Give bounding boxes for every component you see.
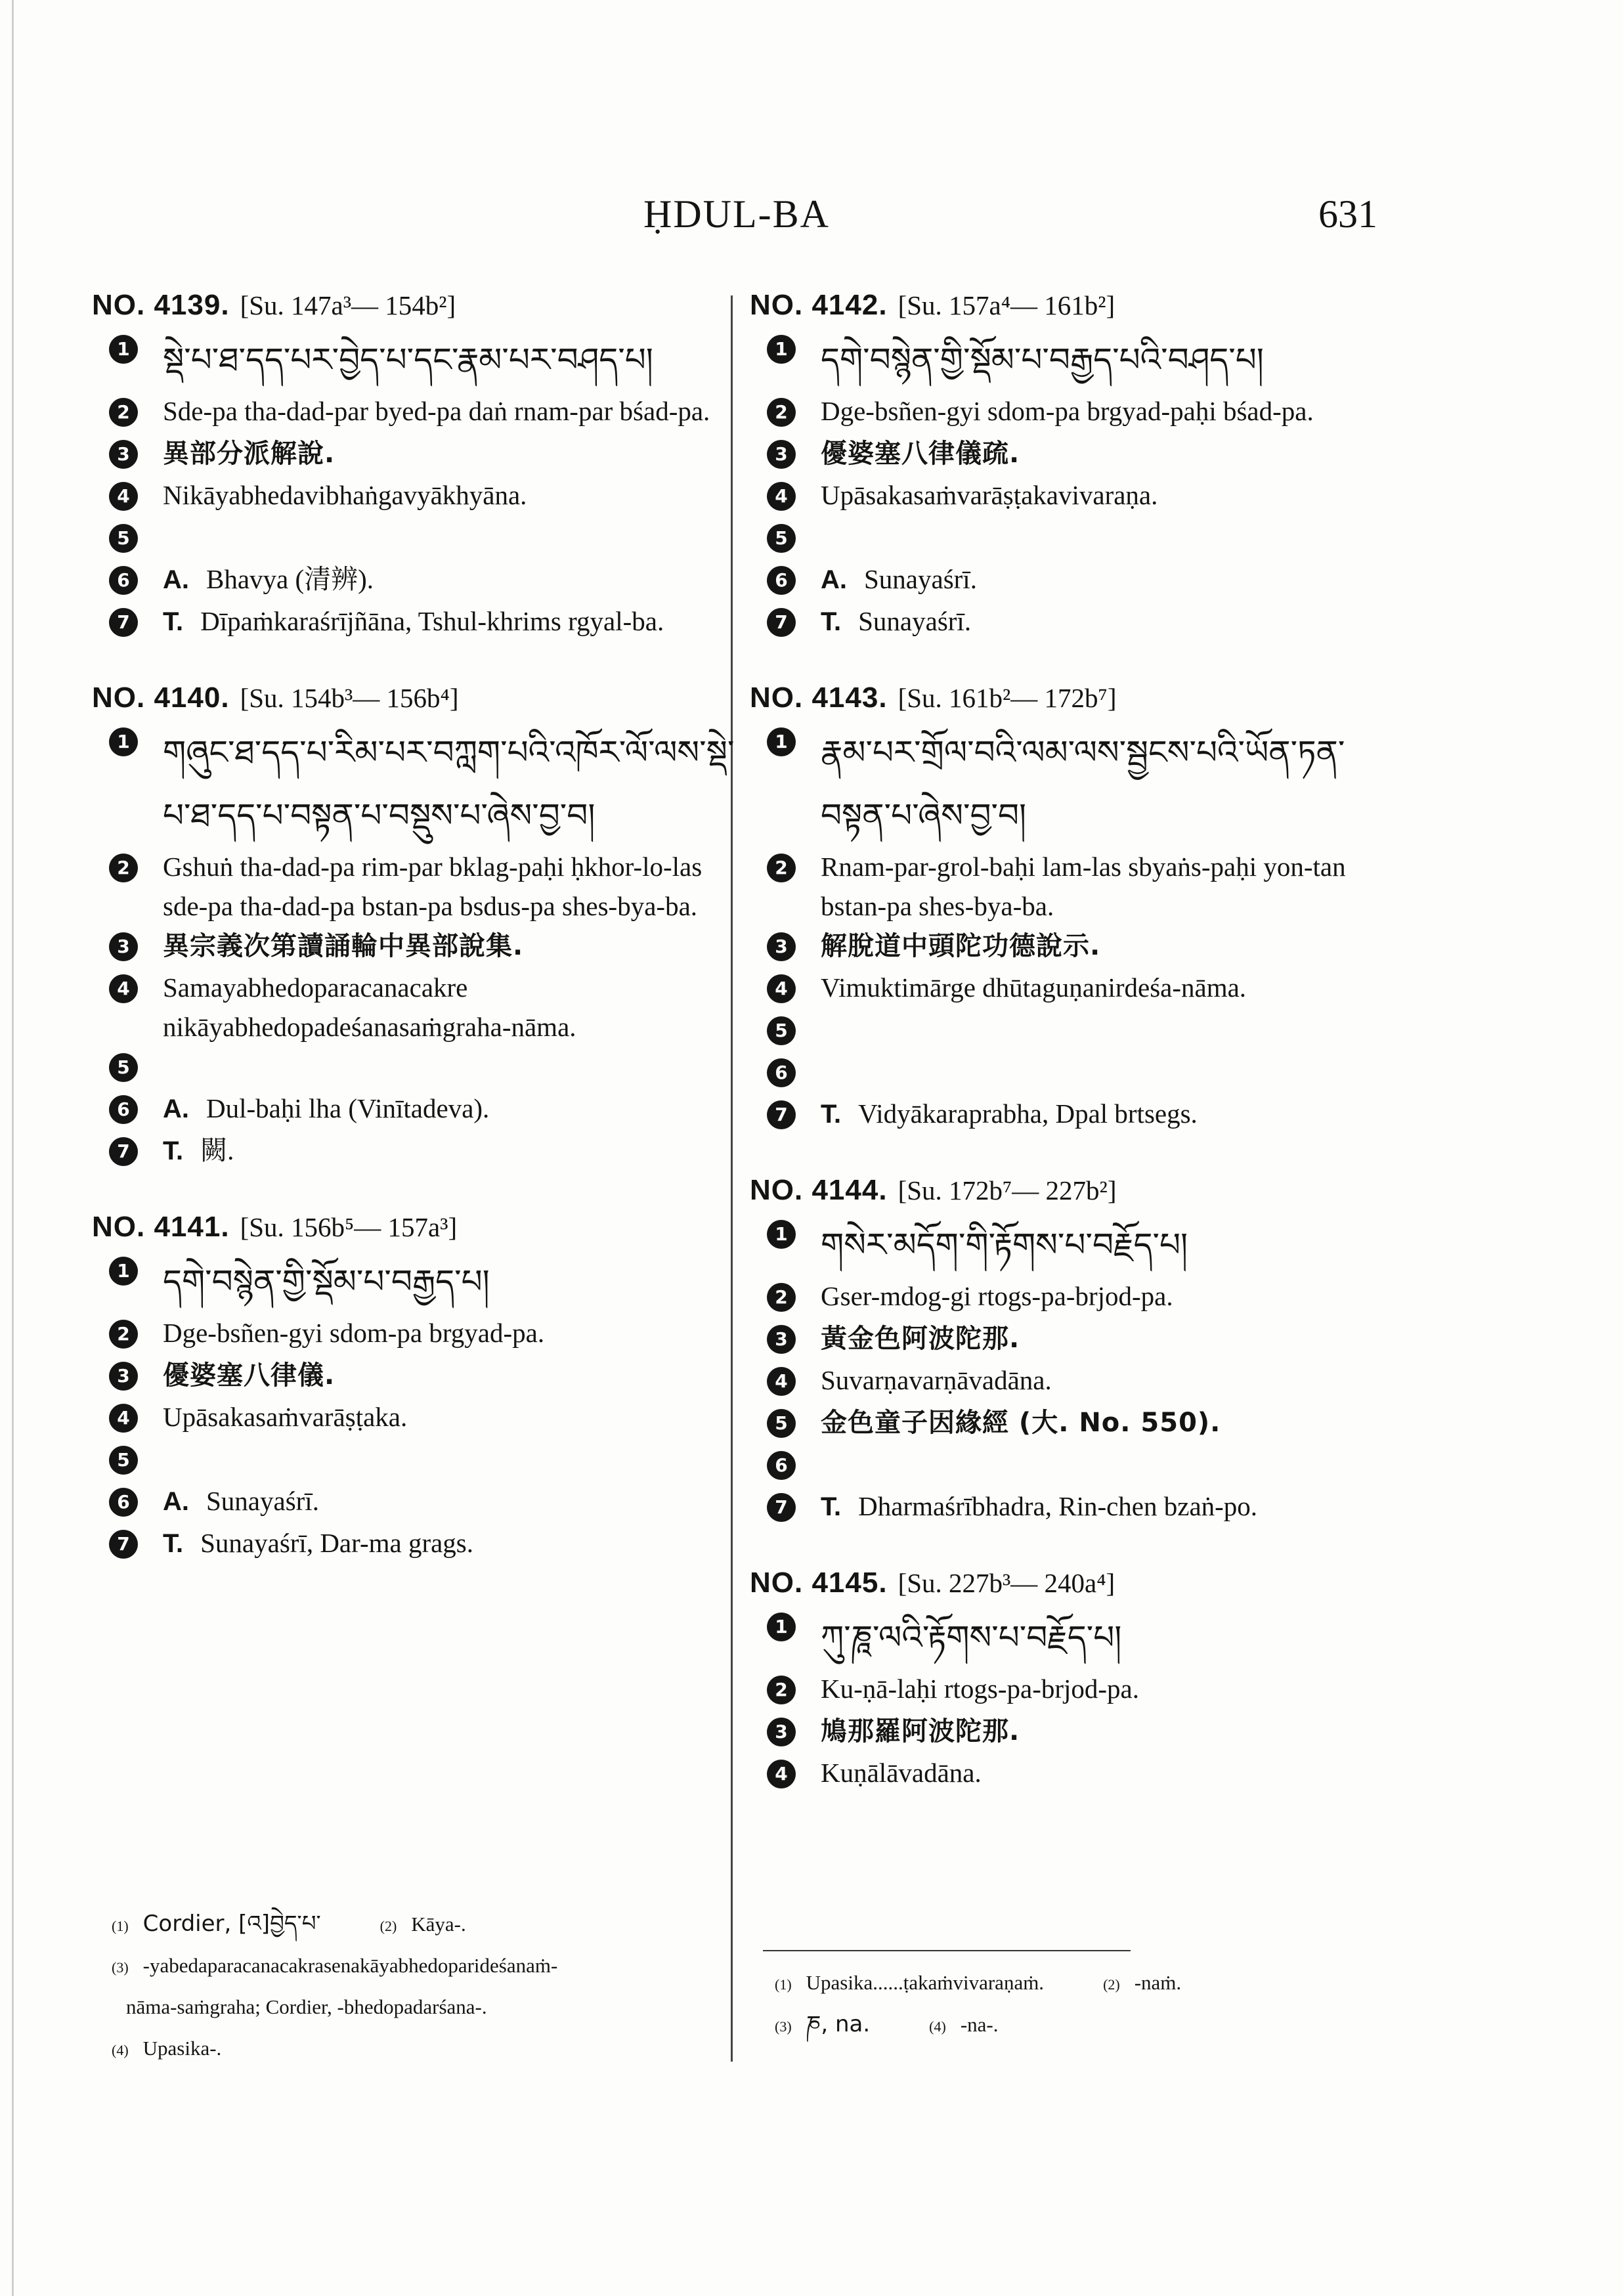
- entry-field: [92, 601, 742, 643]
- field-text: Upāsakasaṁvarāṣṭaka.: [163, 1402, 408, 1432]
- person-names: 闕.: [200, 1135, 234, 1165]
- role-label: T.: [163, 1529, 184, 1558]
- field-text: Kuṇālāvadāna.: [821, 1758, 982, 1788]
- field-text: Suvarṇavarṇāvadāna.: [821, 1365, 1052, 1395]
- entry-field: [92, 517, 742, 559]
- catalog-entry: [92, 682, 742, 1173]
- entry-field: [750, 1444, 1406, 1486]
- footnotes-left: [112, 1904, 742, 2070]
- field-number-icon: 4: [109, 482, 138, 511]
- entry-field: [750, 847, 1406, 926]
- field-text: Samayabhedoparacanacakre nikāyabhedopadeśanasaṁgraha-nāma.: [163, 972, 576, 1042]
- entry-field: [92, 1355, 742, 1397]
- entry-field: [750, 1318, 1406, 1360]
- chinese-title: 鳩那羅阿波陀那.: [821, 1716, 1020, 1746]
- chinese-title: 優婆塞八律儀.: [163, 1360, 335, 1391]
- field-number-icon: 7: [767, 1493, 796, 1522]
- footnote: [775, 1963, 1392, 2004]
- entry-field: [92, 1089, 742, 1131]
- field-value: [821, 517, 1406, 559]
- entry-field: [750, 1669, 1406, 1711]
- entry-field: [92, 1250, 742, 1313]
- entry-field: [750, 391, 1406, 433]
- entry-field: [92, 847, 742, 926]
- field-number-icon: 6: [109, 1095, 138, 1124]
- entry-number: NO. 4139.: [92, 289, 230, 321]
- field-text: Sde-pa tha-dad-par byed-pa daṅ rnam-par bśad-pa.: [163, 396, 710, 426]
- field-value: [163, 433, 742, 475]
- role-label: A.: [163, 1094, 189, 1123]
- field-text: Gshuṅ tha-dad-pa rim-par bklag-paḥi ḥkhor-lo-las sde-pa tha-dad-pa bstan-pa bsdus-pa shes-bya-ba.: [163, 852, 703, 921]
- person-names: Sunayaśrī.: [206, 1486, 319, 1516]
- footnote-marker: (3): [775, 2018, 792, 2035]
- field-value: [163, 391, 742, 433]
- field-number-icon: 1: [767, 335, 796, 364]
- field-number-icon: 6: [767, 1451, 796, 1480]
- field-number-icon: 3: [767, 440, 796, 469]
- entry-field: [92, 721, 742, 847]
- field-number-icon: 2: [767, 1283, 796, 1312]
- field-number-icon: 7: [109, 608, 138, 637]
- field-number-icon: 5: [767, 1016, 796, 1045]
- field-number-icon: 2: [109, 398, 138, 427]
- field-value: [821, 391, 1406, 433]
- entry-field: [750, 1276, 1406, 1318]
- catalog-entry: [750, 1567, 1406, 1795]
- field-number-icon: 2: [767, 398, 796, 427]
- entry-heading: [750, 289, 1406, 322]
- entry-field: [750, 475, 1406, 517]
- field-value: [163, 1355, 742, 1397]
- field-value: [821, 601, 1406, 643]
- footnote: [112, 1904, 742, 1946]
- entry-field: [750, 968, 1406, 1010]
- footnote-marker: (4): [929, 2018, 946, 2035]
- tibetan-title: དགེ་བསྙེན་གྱི་སྡོམ་པ་བརྒྱད་པའི་བཤད་པ།: [821, 341, 1264, 379]
- chinese-title: 金色童子因緣經 (大. No. 550).: [821, 1408, 1221, 1438]
- chinese-title: 解脫道中頭陀功德說示.: [821, 931, 1101, 961]
- field-value: [821, 1213, 1406, 1276]
- entry-field: [750, 559, 1406, 601]
- field-number-icon: 4: [109, 974, 138, 1003]
- field-text: Rnam-par-grol-baḥi lam-las sbyaṅs-paḥi yon-tan bstan-pa shes-bya-ba.: [821, 852, 1346, 921]
- entry-field: [92, 968, 742, 1047]
- field-value: [821, 1486, 1406, 1528]
- page-number: 631: [1318, 192, 1377, 236]
- entry-field: [750, 601, 1406, 643]
- field-value: [821, 1360, 1406, 1402]
- footnote-marker: (2): [379, 1918, 397, 1934]
- field-number-icon: 3: [767, 932, 796, 961]
- page-edge: [12, 0, 14, 2296]
- field-number-icon: 4: [767, 482, 796, 511]
- entry-number: NO. 4145.: [750, 1567, 888, 1599]
- field-text: Vimuktimārge dhūtaguṇanirdeśa-nāma.: [821, 972, 1247, 1003]
- field-number-icon: 7: [109, 1137, 138, 1166]
- footnote-text: Upasika-.: [142, 2037, 222, 2060]
- role-label: T.: [821, 1492, 842, 1521]
- field-number-icon: 3: [767, 1325, 796, 1354]
- entry-field: [92, 1397, 742, 1439]
- entry-field: [92, 1131, 742, 1173]
- field-number-icon: 6: [109, 1488, 138, 1517]
- person-names: Sunayaśrī.: [858, 606, 972, 636]
- entry-field: [92, 391, 742, 433]
- field-number-icon: 7: [767, 608, 796, 637]
- field-value: [821, 1010, 1406, 1052]
- field-value: [163, 721, 742, 847]
- field-number-icon: 5: [109, 1053, 138, 1082]
- chinese-title: 黃金色阿波陀那.: [821, 1324, 1020, 1354]
- entry-field: [92, 1523, 742, 1565]
- entry-field: [750, 517, 1406, 559]
- field-number-icon: 5: [109, 524, 138, 553]
- footnote-rule: [763, 1950, 1131, 1951]
- person-names: Vidyākaraprabha, Dpal brtsegs.: [858, 1098, 1198, 1129]
- field-value: [163, 1250, 742, 1313]
- person-names: Sunayaśrī.: [864, 564, 977, 594]
- entry-field: [750, 1711, 1406, 1753]
- footnote-marker: (4): [112, 2042, 129, 2058]
- folio-reference: [Su. 227b³— 240a⁴]: [898, 1568, 1115, 1598]
- field-value: [821, 1276, 1406, 1318]
- folio-reference: [Su. 147a³— 154b²]: [240, 290, 456, 320]
- field-value: [821, 1402, 1406, 1444]
- folio-reference: [Su. 161b²— 172b⁷]: [898, 683, 1117, 713]
- footnote: [775, 2004, 1392, 2047]
- entry-field: [92, 433, 742, 475]
- entry-field: [92, 1047, 742, 1089]
- footnote-text: Cordier, [འ]བྱེད་པ་: [142, 1911, 321, 1937]
- entry-field: [92, 1439, 742, 1481]
- field-number-icon: 3: [109, 1362, 138, 1391]
- entry-field: [750, 1606, 1406, 1669]
- page-header: [0, 192, 1623, 244]
- folio-reference: [Su. 154b³— 156b⁴]: [240, 683, 459, 713]
- person-names: Sunayaśrī, Dar-ma grags.: [200, 1528, 474, 1558]
- field-value: [163, 559, 742, 601]
- entry-number: NO. 4140.: [92, 682, 230, 714]
- role-label: T.: [163, 607, 184, 636]
- footnote-text: Upasika......ṭakaṁvivaraṇaṁ.: [806, 1971, 1045, 1994]
- entry-field: [92, 926, 742, 968]
- entry-field: [750, 1052, 1406, 1094]
- entry-field: [750, 433, 1406, 475]
- field-number-icon: 2: [109, 854, 138, 882]
- field-number-icon: 1: [767, 1613, 796, 1641]
- entry-field: [92, 475, 742, 517]
- role-label: T.: [821, 1100, 842, 1129]
- footnote-text: ཎ, na.: [806, 2011, 871, 2037]
- footnote-marker: (3): [112, 1959, 129, 1976]
- field-value: [163, 475, 742, 517]
- tibetan-title: གཞུང་ཐ་དད་པ་རིམ་པར་བཀླག་པའི་འཁོར་ལོ་ལས་སྡེ་པ་ཐ་དད་པ་བསྟན་པ་བསྡུས་པ་ཞེས་བྱ་བ།: [163, 733, 735, 834]
- entry-field: [750, 328, 1406, 391]
- field-value: [821, 1606, 1406, 1669]
- role-label: T.: [163, 1137, 184, 1165]
- footnote-marker: (1): [775, 1976, 792, 1993]
- entry-field: [750, 1010, 1406, 1052]
- tibetan-title: རྣམ་པར་གྲོལ་བའི་ལམ་ལས་སྦྱངས་པའི་ཡོན་ཏན་བསྟན་པ་ཞེས་བྱ་བ།: [821, 733, 1345, 834]
- catalog-entry: [750, 682, 1406, 1136]
- field-value: [163, 1439, 742, 1481]
- field-number-icon: 1: [109, 335, 138, 364]
- footnote-text: -na-.: [960, 2013, 999, 2036]
- field-number-icon: 2: [767, 854, 796, 882]
- field-number-icon: 6: [767, 1058, 796, 1087]
- field-text: Upāsakasaṁvarāṣṭakavivaraṇa.: [821, 480, 1158, 510]
- field-number-icon: 1: [109, 727, 138, 756]
- entry-field: [750, 1486, 1406, 1528]
- entry-heading: [750, 1567, 1406, 1599]
- person-names: Bhavya (清辨).: [206, 564, 374, 594]
- field-value: [163, 926, 742, 968]
- footnote: [112, 1946, 742, 1987]
- right-column: [750, 289, 1406, 1833]
- entry-field: [750, 1753, 1406, 1795]
- field-value: [821, 1094, 1406, 1136]
- folio-reference: [Su. 156b⁵— 157a³]: [240, 1212, 458, 1242]
- field-value: [821, 1669, 1406, 1711]
- field-number-icon: 5: [767, 524, 796, 553]
- footnote-text: -naṁ.: [1134, 1971, 1182, 1994]
- running-title: ḤDUL-BA: [643, 192, 830, 236]
- catalog-entry: [92, 289, 742, 643]
- field-value: [163, 517, 742, 559]
- field-number-icon: 2: [109, 1320, 138, 1349]
- field-text: Ku-ṇā-laḥi rtogs-pa-brjod-pa.: [821, 1674, 1139, 1704]
- field-value: [163, 847, 742, 926]
- field-value: [163, 1047, 742, 1089]
- entry-field: [92, 559, 742, 601]
- field-value: [821, 433, 1406, 475]
- entry-heading: [750, 682, 1406, 714]
- entry-number: NO. 4143.: [750, 682, 888, 714]
- field-value: [821, 1753, 1406, 1795]
- entry-field: [750, 1094, 1406, 1136]
- role-label: T.: [821, 607, 842, 636]
- field-value: [821, 1318, 1406, 1360]
- field-value: [821, 475, 1406, 517]
- field-value: [163, 1397, 742, 1439]
- role-label: A.: [163, 565, 189, 594]
- entry-field: [92, 1481, 742, 1523]
- catalog-entry: [750, 289, 1406, 643]
- person-names: Dharmaśrībhadra, Rin-chen bzaṅ-po.: [858, 1491, 1258, 1521]
- entry-number: NO. 4141.: [92, 1211, 230, 1243]
- entry-field: [750, 1360, 1406, 1402]
- field-value: [821, 721, 1406, 847]
- entry-field: [750, 1402, 1406, 1444]
- field-value: [821, 559, 1406, 601]
- chinese-title: 異部分派解說.: [163, 439, 335, 469]
- field-value: [821, 1711, 1406, 1753]
- tibetan-title: དགེ་བསྙེན་གྱི་སྡོམ་པ་བརྒྱད་པ།: [163, 1263, 490, 1301]
- role-label: A.: [821, 565, 847, 594]
- field-number-icon: 4: [767, 1367, 796, 1396]
- field-value: [163, 968, 742, 1047]
- field-number-icon: 5: [109, 1446, 138, 1475]
- tibetan-title: སྡེ་པ་ཐ་དད་པར་བྱེད་པ་དང་རྣམ་པར་བཤད་པ།: [163, 341, 653, 379]
- footnote: [112, 2029, 742, 2070]
- field-value: [821, 847, 1406, 926]
- left-column: [92, 289, 742, 1603]
- entry-number: NO. 4144.: [750, 1174, 888, 1206]
- field-number-icon: 4: [109, 1404, 138, 1433]
- field-number-icon: 7: [109, 1530, 138, 1559]
- field-number-icon: 1: [767, 727, 796, 756]
- field-value: [163, 1313, 742, 1355]
- field-number-icon: 4: [767, 974, 796, 1003]
- field-number-icon: 1: [109, 1257, 138, 1286]
- field-text: Dge-bsñen-gyi sdom-pa brgyad-pa.: [163, 1318, 545, 1348]
- field-number-icon: 4: [767, 1760, 796, 1788]
- field-number-icon: 3: [767, 1718, 796, 1746]
- chinese-title: 異宗義次第讀誦輪中異部說集.: [163, 931, 524, 961]
- entry-field: [92, 328, 742, 391]
- field-text: Dge-bsñen-gyi sdom-pa brgyad-paḥi bśad-pa.: [821, 396, 1314, 426]
- field-text: Gser-mdog-gi rtogs-pa-brjod-pa.: [821, 1281, 1173, 1311]
- entry-number: NO. 4142.: [750, 289, 888, 321]
- field-number-icon: 7: [767, 1100, 796, 1129]
- field-value: [163, 1131, 742, 1173]
- footnote-marker: (1): [112, 1918, 129, 1934]
- footnote-text: -yabedaparacanacakrasenakāyabhedoparideśanaṁ-: [142, 1954, 558, 1977]
- entry-heading: [92, 682, 742, 714]
- field-value: [821, 968, 1406, 1010]
- field-number-icon: 1: [767, 1220, 796, 1249]
- field-number-icon: 6: [109, 566, 138, 595]
- tibetan-title: གསེར་མདོག་གི་རྟོགས་པ་བརྗོད་པ།: [821, 1226, 1188, 1264]
- field-value: [821, 926, 1406, 968]
- footnote: [112, 1987, 742, 2029]
- entry-field: [750, 1213, 1406, 1276]
- field-text: Nikāyabhedavibhaṅgavyākhyāna.: [163, 480, 527, 510]
- entry-heading: [92, 1211, 742, 1244]
- field-number-icon: 6: [767, 566, 796, 595]
- entry-field: [92, 1313, 742, 1355]
- tibetan-title: ཀུ་ཎཱ་ལའི་རྟོགས་པ་བརྗོད་པ།: [821, 1618, 1122, 1657]
- field-value: [821, 1052, 1406, 1094]
- field-value: [163, 1523, 742, 1565]
- catalog-entry: [92, 1211, 742, 1565]
- entry-field: [750, 926, 1406, 968]
- field-number-icon: 3: [109, 932, 138, 961]
- footnotes-right: [775, 1963, 1392, 2047]
- entry-heading: [92, 289, 742, 322]
- folio-reference: [Su. 157a⁴— 161b²]: [898, 290, 1115, 320]
- person-names: Dīpaṁkaraśrījñāna, Tshul-khrims rgyal-ba.: [200, 606, 664, 636]
- field-value: [163, 1089, 742, 1131]
- field-number-icon: 5: [767, 1409, 796, 1438]
- role-label: A.: [163, 1487, 189, 1516]
- entry-heading: [750, 1174, 1406, 1207]
- chinese-title: 優婆塞八律儀疏.: [821, 439, 1020, 469]
- field-value: [821, 1444, 1406, 1486]
- field-value: [163, 328, 742, 391]
- folio-reference: [Su. 172b⁷— 227b²]: [898, 1175, 1117, 1205]
- catalog-entry: [750, 1174, 1406, 1528]
- person-names: Dul-baḥi lha (Vinītadeva).: [206, 1093, 490, 1123]
- field-value: [163, 601, 742, 643]
- footnote-text: nāma-saṁgraha; Cordier, -bhedopadarśana-.: [126, 1995, 487, 2018]
- footnote-marker: (2): [1103, 1976, 1120, 1993]
- entry-field: [750, 721, 1406, 847]
- field-value: [821, 328, 1406, 391]
- field-number-icon: 2: [767, 1676, 796, 1704]
- footnote-text: Kāya-.: [411, 1913, 466, 1936]
- field-value: [163, 1481, 742, 1523]
- field-number-icon: 3: [109, 440, 138, 469]
